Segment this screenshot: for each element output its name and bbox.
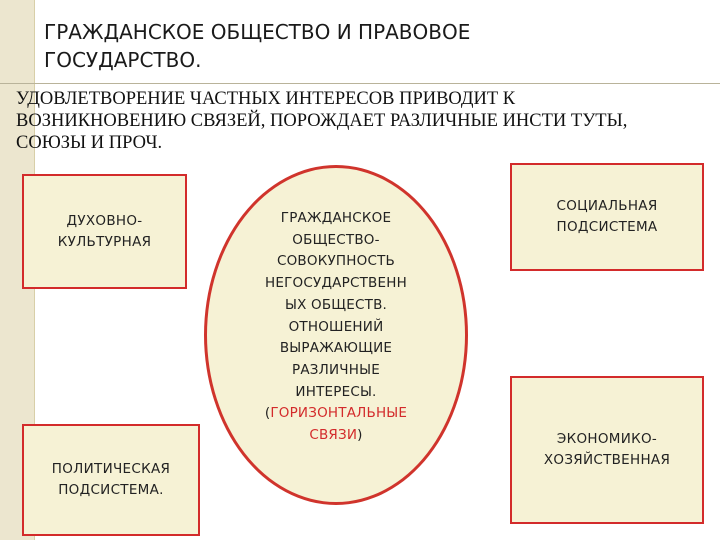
links-text: СВЯЗИ: [309, 427, 358, 444]
spiritual-box-line-1: ДУХОВНО-: [66, 212, 143, 229]
definition-line-5: ЫХ ОБЩЕСТВ.: [284, 296, 388, 313]
divider-line: [0, 83, 720, 84]
spiritual-cultural-box: [22, 174, 187, 289]
political-box-line-2: ПОДСИСТЕМА.: [58, 482, 164, 498]
social-box-line-2: ПОДСИСТЕМА: [556, 219, 658, 235]
economic-box-line-2: ХОЗЯЙСТВЕННАЯ: [543, 452, 671, 468]
spiritual-box-line-2: КУЛЬТУРНАЯ: [57, 233, 152, 250]
definition-line-1: ГРАЖДАНСКОЕ: [280, 210, 392, 226]
definition-line-6: ОТНОШЕНИЙ: [288, 318, 384, 335]
civil-society-definition: [236, 208, 436, 447]
definition-highlight-line-1: [236, 403, 436, 425]
slide-title-line-2: ГОСУДАРСТВО.: [44, 48, 202, 72]
close-paren: ): [357, 427, 363, 444]
definition-line-4: НЕГОСУДАРСТВЕНН: [265, 275, 407, 292]
definition-line-3: СОВОКУПНОСТЬ: [276, 253, 395, 270]
political-subsystem-box: [22, 424, 200, 536]
social-box-line-1: СОЦИАЛЬНАЯ: [556, 198, 658, 214]
political-box-line-1: ПОЛИТИЧЕСКАЯ: [51, 461, 171, 477]
definition-highlight-line-2: [236, 425, 436, 447]
slide-title: [44, 18, 604, 74]
definition-line-2: ОБЩЕСТВО-: [292, 231, 380, 248]
economic-subsystem-box: [510, 376, 704, 524]
economic-box-line-1: ЭКОНОМИКО-: [556, 431, 658, 447]
definition-line-9: ИНТЕРЕСЫ.: [295, 383, 377, 400]
definition-line-8: РАЗЛИЧНЫЕ: [292, 361, 380, 378]
slide-title-line-1: ГРАЖДАНСКОЕ ОБЩЕСТВО И ПРАВОВОЕ: [44, 20, 471, 44]
definition-line-7: ВЫРАЖАЮЩИЕ: [279, 340, 393, 357]
open-paren: (: [264, 405, 271, 422]
social-subsystem-box: [510, 163, 704, 271]
slide-subtitle: УДОВЛЕТВОРЕНИЕ ЧАСТНЫХ ИНТЕРЕСОВ ПРИВОДИТ К ВОЗНИКНОВЕНИЮ СВЯЗЕЙ, ПОРОЖДАЕТ РАЗЛИЧНЫЕ ИНСТИ ТУТЫ, СОЮЗЫ И ПРОЧ.: [16, 89, 628, 153]
horizontal-links-text: ГОРИЗОНТАЛЬНЫЕ: [270, 405, 408, 422]
